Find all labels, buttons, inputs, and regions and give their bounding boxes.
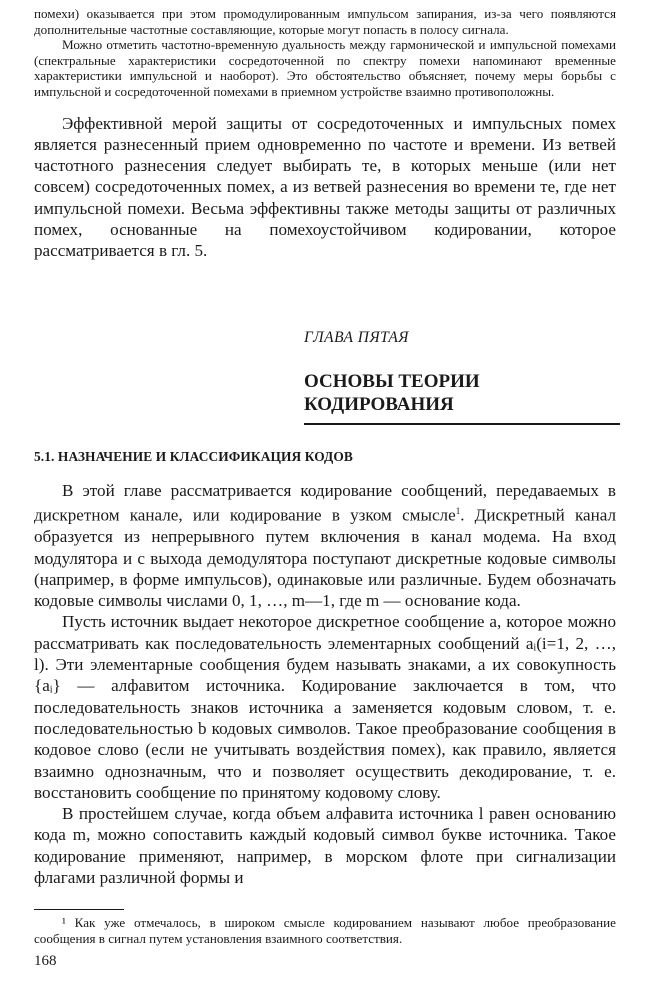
- footnote: ¹ Как уже отмечалось, в широком смысле кодированием называют любое преобразование сообщения в сигнал путем установления взаимного соответствия.: [34, 915, 616, 946]
- footnote-divider: [34, 909, 124, 910]
- body-paragraph-1-text: В этой главе рассматривается кодирование сообщений, передаваемых в дискретном канале, или кодирование в узком смысле: [34, 481, 616, 525]
- body-paragraph-1-continuation: . Дискретный канал образуется из непрерывного путем включения в канал модема. На вход модулятора и с выхода демодулятора поступают дискретные кодовые символы (например, в форме импульсов), одинаковые или различные. Будем обозначать кодовые символы числами 0, 1, …, m—1, где m — основание кода.: [34, 505, 617, 611]
- footnote-ref[interactable]: 1: [455, 506, 461, 517]
- spacer: [34, 100, 616, 113]
- chapter-label: ГЛАВА ПЯТАЯ: [304, 329, 409, 346]
- paragraph-diversity-reception: Эффективной мерой защиты от сосредоточенных и импульсных помех является разнесенный прием одновременно по частоте и времени. Из ветвей частотного разнесения следует выбирать те, в которых меньше (или нет совсем) сосредоточенных помех, а из ветвей разнесения во времени те, где нет импульсной помехи. Весьма эффективны также методы защиты от различных помех, основанные на помехоустойчивом кодировании, которое рассматривается в гл. 5.: [34, 113, 616, 261]
- small-paragraph-2: Можно отметить частотно-временную дуальность между гармонической и импульсной помехами (спектральные характеристики сосредоточенной по спектру помехи напоминают временные характеристики импульсной и наоборот). Это обстоятельство объясняет, почему меры борьбы с импульсной и сосредоточенной помехами в приемном устройстве взаимно противоположны.: [34, 37, 616, 99]
- body-paragraph-2: Пусть источник выдает некоторое дискретное сообщение a, которое можно рассматривать как последовательность элементарных сообщений aᵢ(i=1, 2, …, l). Эти элементарные сообщения будем называть знаками, а их совокупность {aᵢ} — алфавитом источника. Кодирование заключается в том, что последовательность знаков источника a заменяется кодовым словом, т. е. последовательностью b кодовых символов. Такое преобразование сообщения в кодовое слово (если не учитывать воздействия помех), как правило, является взаимно однозначным, что и позволяет осуществить декодирование, т. е. восстановить сообщение по принятому кодовому слову.: [34, 612, 616, 802]
- section-body: [34, 480, 616, 888]
- chapter-title: [304, 370, 620, 425]
- small-paragraph-1: помехи) оказывается при этом промодулированным импульсом запирания, из-за чего появляются дополнительные частотные составляющие, которые могут попасть в полосу сигнала.: [34, 6, 616, 37]
- chapter-title-line-2: КОДИРОВАНИЯ: [304, 394, 454, 415]
- body-paragraph-3: В простейшем случае, когда объем алфавита источника l равен основанию кода m, можно сопоставить каждый кодовый символ букве источника. Такое кодирование применяют, например, в морском флоте при сигнализации флагами различной формы и: [34, 804, 616, 888]
- section-heading: 5.1. НАЗНАЧЕНИЕ И КЛАССИФИКАЦИЯ КОДОВ: [34, 449, 353, 464]
- previous-section-text: [34, 6, 616, 262]
- page-number: 168: [34, 953, 57, 969]
- chapter-title-line-1: ОСНОВЫ ТЕОРИИ: [304, 371, 480, 392]
- body-paragraph-1: [34, 480, 616, 611]
